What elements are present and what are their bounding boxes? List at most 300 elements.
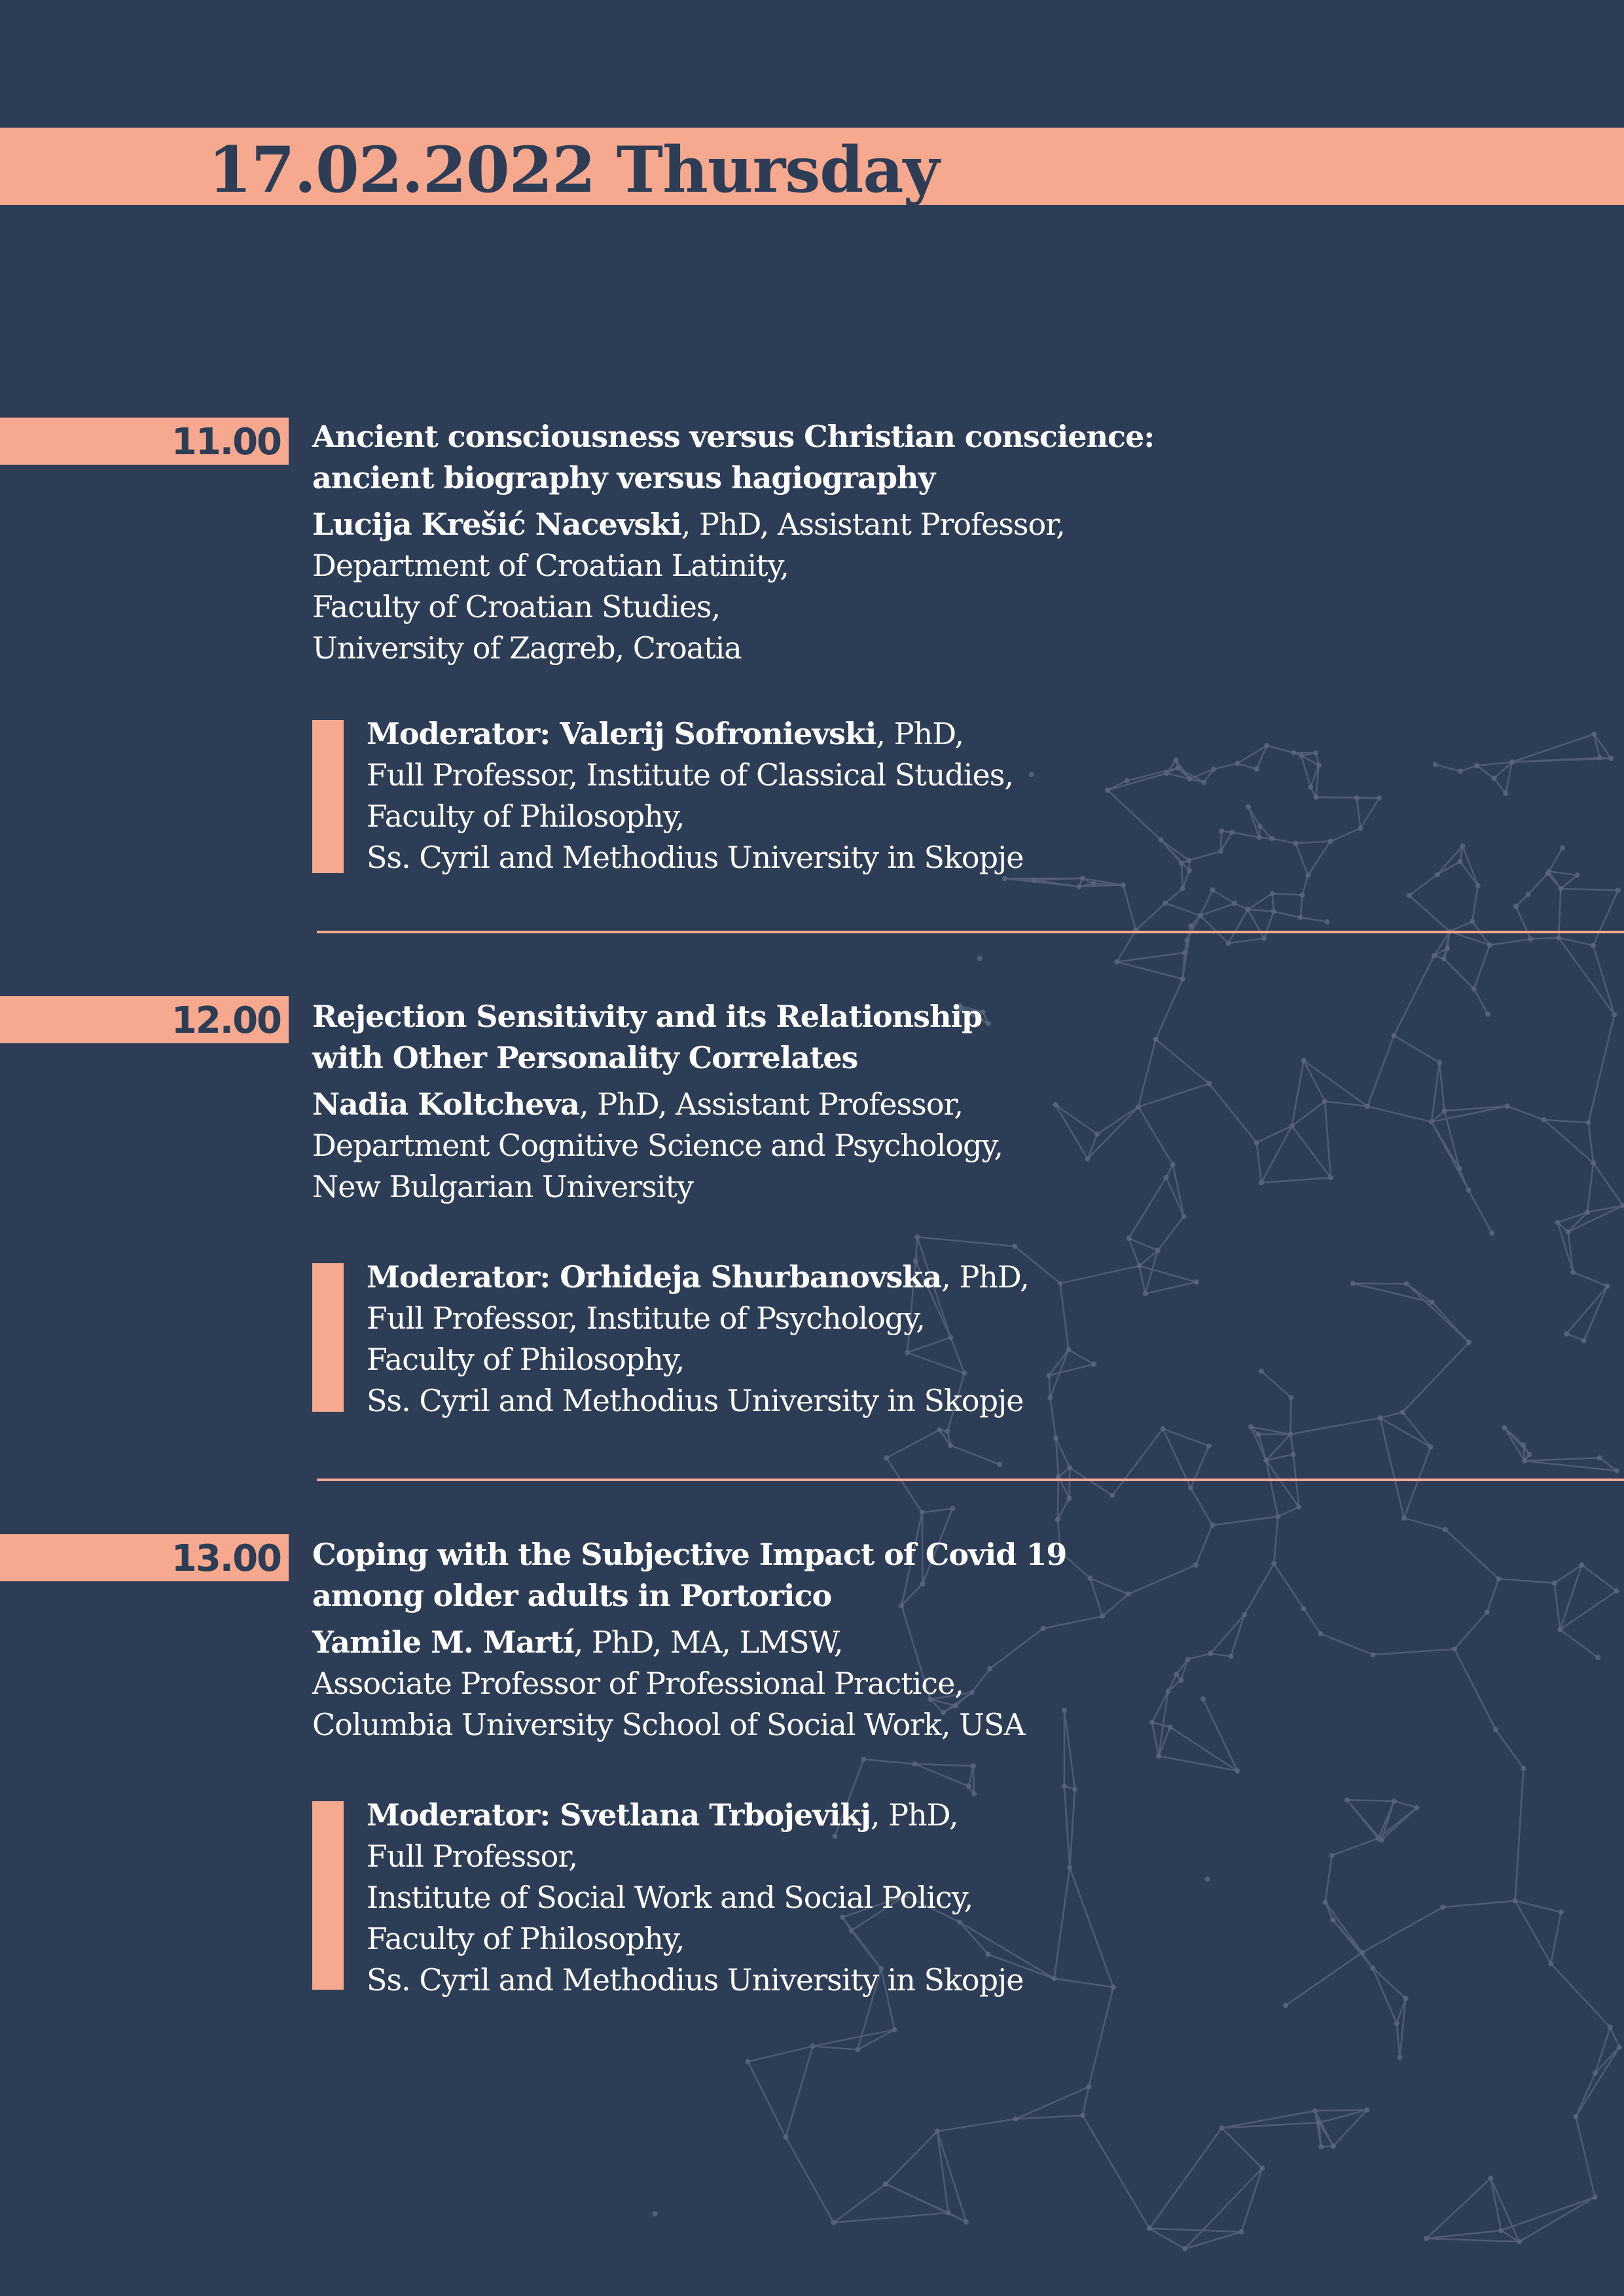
network-node — [1354, 795, 1360, 800]
network-node — [937, 1427, 942, 1433]
network-node — [1077, 884, 1082, 889]
network-edge — [886, 2184, 948, 2213]
network-edge — [1068, 1350, 1094, 1364]
network-node — [1032, 878, 1037, 883]
network-edge — [1516, 906, 1530, 939]
network-node — [1293, 840, 1298, 846]
network-edge — [1443, 1901, 1515, 1907]
network-node — [1558, 886, 1563, 891]
session-entry — [312, 996, 1229, 1208]
network-node — [977, 956, 983, 961]
network-edge — [786, 2138, 834, 2223]
network-edge — [1083, 2087, 1089, 2115]
network-edge — [1301, 895, 1303, 918]
network-edge — [1060, 1283, 1069, 1350]
network-edge — [1089, 1987, 1113, 2087]
network-node — [1174, 757, 1179, 762]
network-edge — [1610, 2027, 1619, 2047]
speaker-affiliation-line: Associate Professor of Professional Practice, — [312, 1666, 964, 1701]
network-edge — [1278, 1507, 1299, 1516]
network-node — [1067, 1465, 1072, 1471]
network-edge — [1242, 2168, 1263, 2232]
network-node — [1270, 891, 1275, 896]
network-edge — [1212, 890, 1234, 903]
network-edge — [748, 2062, 785, 2137]
network-edge — [1507, 1106, 1543, 1120]
moderator-label: Moderator: — [367, 1797, 560, 1833]
network-node — [1460, 843, 1465, 848]
network-node — [1526, 892, 1531, 897]
network-node — [1493, 1727, 1498, 1732]
network-node — [1344, 1797, 1350, 1803]
network-node — [1377, 1415, 1382, 1420]
network-node — [1331, 2144, 1336, 2149]
network-node — [1298, 915, 1303, 920]
network-node — [653, 2211, 658, 2216]
network-node — [1350, 1281, 1356, 1286]
network-edge — [1437, 861, 1460, 874]
network-edge — [1404, 1447, 1431, 1518]
network-node — [1466, 1340, 1471, 1345]
network-node — [1047, 1395, 1053, 1401]
network-node — [1194, 1280, 1199, 1285]
moderator-affiliation-line: Ss. Cyril and Methodius University in Skopje — [367, 1962, 1024, 1998]
speaker-info — [312, 1622, 1229, 1746]
network-node — [1377, 795, 1382, 800]
network-edge — [914, 1764, 969, 1786]
network-edge — [1165, 903, 1200, 916]
network-edge — [1472, 886, 1477, 922]
network-edge — [1112, 1429, 1163, 1496]
network-node — [1188, 924, 1193, 929]
network-node — [1179, 861, 1184, 866]
network-edge — [1232, 833, 1259, 838]
network-node — [1485, 1609, 1490, 1615]
network-edge — [1589, 1014, 1615, 1122]
network-edge — [1426, 2238, 1519, 2242]
page-title: 17.02.2022 Thursday — [208, 133, 939, 207]
network-edge — [1496, 1730, 1524, 1768]
network-edge — [1248, 893, 1272, 909]
moderator-name: Valerij Sofronievski — [560, 716, 876, 751]
network-node — [1608, 756, 1614, 761]
network-node — [1328, 838, 1333, 844]
network-node — [1474, 763, 1479, 768]
network-edge — [1016, 2115, 1083, 2119]
network-edge — [1551, 1912, 1561, 1964]
network-edge — [1460, 861, 1478, 886]
moderator-credentials: , PhD, — [941, 1259, 1029, 1295]
network-node — [1046, 1373, 1051, 1378]
network-node — [1180, 886, 1185, 891]
network-node — [948, 1443, 953, 1448]
network-edge — [1274, 1516, 1278, 1564]
network-node — [1180, 977, 1185, 982]
network-edge — [1367, 1106, 1432, 1122]
network-edge — [834, 2213, 948, 2223]
network-node — [1364, 2108, 1369, 2113]
network-edge — [1146, 1282, 1197, 1294]
network-node — [1229, 1654, 1234, 1659]
network-edge — [1512, 734, 1594, 762]
talk-title-line: among older adults in Portorico — [312, 1578, 832, 1613]
network-node — [1114, 960, 1119, 965]
network-node — [1555, 1220, 1561, 1225]
network-node — [1441, 956, 1447, 961]
network-node — [883, 2181, 888, 2187]
network-edge — [1397, 2023, 1400, 2057]
network-node — [1086, 2085, 1091, 2090]
network-edge — [863, 1759, 914, 1764]
network-node — [1452, 1647, 1457, 1652]
network-node — [1159, 837, 1164, 842]
network-edge — [1469, 1190, 1492, 1233]
speaker-affiliation-line: University of Zagreb, Croatia — [312, 630, 742, 666]
network-edge — [1462, 846, 1477, 886]
network-node — [1264, 743, 1269, 748]
network-node — [1470, 919, 1475, 924]
moderator-label: Moderator: — [367, 716, 560, 751]
network-node — [855, 2047, 860, 2053]
network-node — [1012, 1244, 1017, 1249]
network-node — [1163, 901, 1168, 906]
network-edge — [1264, 912, 1274, 939]
network-node — [1316, 2120, 1322, 2125]
moderator-info — [367, 1795, 1024, 2001]
network-edge — [1123, 885, 1136, 930]
network-node — [1488, 2176, 1493, 2181]
network-node — [1593, 2070, 1598, 2075]
network-node — [1485, 1012, 1490, 1017]
network-edge — [1304, 1060, 1325, 1101]
network-node — [1072, 1787, 1077, 1792]
network-edge — [1394, 1035, 1439, 1062]
network-edge — [813, 2030, 895, 2046]
network-edge — [1333, 2110, 1367, 2146]
network-edge — [1054, 1979, 1113, 1987]
network-edge — [1555, 1583, 1561, 1630]
network-edge — [1058, 1498, 1070, 1519]
network-edge — [1261, 1177, 1331, 1183]
network-edge — [1347, 1800, 1382, 1840]
network-node — [1186, 858, 1191, 863]
section-divider — [317, 1479, 1624, 1481]
moderator-affiliation-line: Faculty of Philosophy, — [367, 798, 685, 834]
network-edge — [1237, 763, 1256, 768]
network-edge — [1108, 790, 1161, 840]
network-edge — [1274, 1564, 1303, 1608]
network-edge — [1221, 833, 1232, 852]
network-node — [1322, 1099, 1327, 1104]
network-node — [1358, 825, 1363, 831]
network-node — [1579, 1562, 1585, 1568]
talk-title-line: Coping with the Subjective Impact of Covid 19 — [312, 1537, 1067, 1572]
network-node — [1504, 1103, 1509, 1109]
network-edge — [1191, 1446, 1209, 1488]
network-node — [1301, 1606, 1306, 1611]
network-edge — [1248, 910, 1264, 939]
network-edge — [1231, 1615, 1245, 1657]
network-edge — [1561, 889, 1617, 890]
network-node — [1325, 920, 1330, 925]
network-edge — [1060, 1266, 1140, 1283]
network-edge — [922, 1509, 952, 1513]
network-edge — [937, 2131, 948, 2213]
network-node — [745, 2059, 750, 2064]
network-edge — [1444, 959, 1474, 989]
network-node — [1143, 1291, 1148, 1296]
network-edge — [1549, 848, 1562, 871]
network-node — [1155, 1248, 1161, 1253]
network-node — [1111, 1984, 1116, 1990]
network-edge — [1426, 2178, 1490, 2238]
speaker-name: Nadia Koltcheva — [312, 1086, 579, 1122]
network-edge — [1303, 1609, 1320, 1634]
network-edge — [1332, 1839, 1379, 1856]
network-node — [1398, 2055, 1403, 2060]
network-node — [1513, 1898, 1518, 1903]
network-node — [1521, 1442, 1526, 1447]
network-node — [946, 2210, 951, 2215]
network-node — [1288, 1395, 1293, 1400]
network-edge — [1582, 1565, 1617, 1591]
network-node — [1219, 2125, 1224, 2130]
network-edge — [1587, 1163, 1593, 1212]
network-edge — [1367, 1035, 1394, 1106]
network-node — [1403, 1996, 1409, 2001]
network-node — [1591, 732, 1597, 737]
network-edge — [1490, 2178, 1501, 2231]
talk-title-line: with Other Personality Correlates — [312, 1040, 858, 1075]
network-node — [1308, 785, 1313, 790]
network-edge — [1515, 1901, 1551, 1964]
network-node — [1182, 1214, 1187, 1219]
network-edge — [1573, 1272, 1607, 1286]
network-edge — [1308, 841, 1330, 875]
network-node — [1458, 768, 1463, 774]
network-node — [1400, 1410, 1405, 1415]
network-edge — [1515, 1901, 1561, 1912]
talk-title — [312, 1534, 1229, 1617]
talk-title-line: Ancient consciousness versus Christian conscience: — [312, 419, 1155, 454]
speaker-info — [312, 504, 1229, 669]
network-node — [1296, 1504, 1301, 1509]
network-edge — [1559, 938, 1614, 1015]
network-node — [1187, 776, 1193, 781]
time-badge — [0, 418, 289, 465]
network-node — [1235, 1768, 1240, 1774]
network-node — [1299, 753, 1304, 759]
network-edge — [1362, 1907, 1443, 1952]
network-node — [1394, 2020, 1399, 2026]
network-edge — [1333, 1920, 1373, 1968]
network-node — [1245, 907, 1250, 912]
network-node — [935, 2128, 940, 2134]
network-node — [1318, 2144, 1324, 2149]
network-node — [971, 1763, 976, 1768]
speaker-affiliation-line: New Bulgarian University — [312, 1169, 693, 1204]
network-edge — [786, 2046, 813, 2137]
network-node — [1407, 893, 1412, 898]
network-edge — [1274, 912, 1301, 918]
network-node — [1527, 1452, 1532, 1457]
network-node — [1552, 1581, 1557, 1586]
network-node — [1595, 1655, 1600, 1660]
network-node — [1067, 1865, 1072, 1870]
network-node — [1206, 1443, 1212, 1448]
network-edge — [1244, 1564, 1274, 1615]
network-node — [1226, 941, 1231, 946]
network-edge — [1108, 774, 1166, 791]
network-node — [1570, 1270, 1576, 1275]
network-edge — [1183, 870, 1189, 888]
network-node — [1617, 2045, 1622, 2050]
network-node — [1371, 1652, 1376, 1657]
network-node — [1246, 804, 1251, 810]
network-edge — [1290, 1418, 1380, 1434]
network-edge — [1070, 1789, 1075, 1868]
network-node — [1614, 1468, 1619, 1473]
network-edge — [1403, 1412, 1431, 1447]
network-edge — [1016, 2087, 1089, 2119]
network-edge — [1549, 871, 1577, 875]
network-node — [1593, 2195, 1598, 2200]
network-node — [1137, 1263, 1142, 1268]
network-node — [1299, 893, 1305, 898]
network-edge — [1477, 766, 1494, 778]
network-node — [1487, 942, 1492, 948]
network-edge — [1272, 893, 1303, 895]
network-node — [1182, 950, 1187, 955]
network-edge — [1069, 1468, 1070, 1499]
network-node — [1198, 913, 1203, 918]
network-edge — [1054, 1867, 1070, 1979]
network-node — [1259, 2166, 1265, 2171]
network-node — [1218, 849, 1223, 854]
network-node — [1502, 1425, 1507, 1430]
network-edge — [1528, 874, 1547, 895]
network-edge — [1229, 910, 1248, 944]
network-edge — [1146, 1251, 1158, 1294]
network-node — [1404, 1281, 1409, 1286]
network-node — [1437, 1060, 1442, 1065]
network-node — [1429, 1119, 1434, 1124]
network-edge — [1070, 1468, 1112, 1496]
network-edge — [1189, 852, 1221, 861]
network-node — [1585, 1210, 1590, 1215]
network-node — [1548, 1961, 1553, 1966]
network-edge — [1302, 875, 1308, 895]
network-node — [1433, 762, 1438, 767]
network-node — [1205, 1876, 1210, 1882]
network-edge — [1272, 838, 1296, 843]
network-node — [1541, 1117, 1546, 1122]
network-edge — [1499, 1579, 1555, 1583]
network-edge — [1445, 1530, 1499, 1579]
network-edge — [1261, 1126, 1292, 1183]
speaker-affiliation-line: Faculty of Croatian Studies, — [312, 589, 721, 624]
time-badge — [0, 1534, 289, 1581]
network-node — [1219, 829, 1224, 834]
network-node — [1210, 888, 1215, 893]
network-node — [810, 2043, 816, 2049]
network-edge — [1161, 840, 1189, 860]
network-node — [1424, 2236, 1429, 2241]
network-node — [1316, 762, 1322, 768]
network-edge — [1292, 1102, 1325, 1126]
network-edge — [1295, 843, 1308, 875]
network-node — [1275, 1514, 1280, 1519]
session-entry — [312, 416, 1229, 669]
network-edge — [1432, 1062, 1439, 1122]
network-node — [1201, 780, 1206, 785]
network-node — [861, 1757, 866, 1762]
network-node — [1457, 1166, 1462, 1171]
network-node — [1517, 2239, 1522, 2244]
network-node — [1522, 1458, 1527, 1463]
moderator-accent-bar — [312, 1801, 344, 1990]
network-edge — [1049, 1376, 1050, 1398]
network-node — [1312, 2108, 1318, 2113]
network-node — [1492, 776, 1497, 781]
network-node — [1329, 1853, 1335, 1858]
speaker-name: Yamile M. Martí — [312, 1624, 574, 1660]
network-node — [1575, 872, 1580, 878]
network-node — [1051, 1976, 1056, 1981]
network-edge — [1403, 1342, 1470, 1412]
network-node — [945, 1429, 950, 1434]
network-node — [1612, 1012, 1617, 1017]
moderator-accent-bar — [312, 1263, 344, 1412]
network-node — [1091, 1361, 1096, 1367]
network-edge — [1504, 1427, 1529, 1454]
network-node — [1242, 1612, 1247, 1617]
speaker-affiliation-line: Department of Croatian Latinity, — [312, 548, 789, 583]
network-node — [1080, 2113, 1085, 2118]
network-node — [1125, 778, 1130, 783]
network-node — [1503, 791, 1508, 796]
network-edge — [1373, 1968, 1406, 1999]
network-node — [1615, 888, 1621, 893]
moderator-accent-bar — [312, 720, 344, 873]
network-edge — [1560, 1591, 1616, 1630]
network-node — [1257, 834, 1262, 840]
speaker-affiliation-line: Department Cognitive Science and Psychology, — [312, 1128, 1003, 1163]
network-edge — [1394, 956, 1434, 1035]
network-node — [1301, 1058, 1307, 1063]
network-node — [1291, 1452, 1296, 1457]
network-node — [1605, 1283, 1610, 1289]
network-node — [1110, 1493, 1115, 1498]
network-edge — [1380, 1418, 1430, 1446]
network-edge — [1212, 1516, 1278, 1525]
time-badge — [0, 996, 289, 1043]
speaker-name: Lucija Krešić Nacevski — [312, 507, 681, 542]
moderator-affiliation-line: Full Professor, — [367, 1839, 577, 1874]
network-node — [1182, 2246, 1187, 2251]
network-node — [1271, 1561, 1276, 1566]
network-node — [1415, 1805, 1420, 1810]
network-edge — [1191, 1488, 1212, 1525]
network-edge — [1515, 1768, 1524, 1901]
network-edge — [1566, 1334, 1584, 1341]
network-edge — [1149, 2229, 1242, 2232]
network-edge — [1525, 1461, 1617, 1471]
network-node — [1254, 1140, 1259, 1145]
network-edge — [1409, 874, 1437, 895]
moderator-info — [367, 713, 1024, 878]
network-edge — [950, 1445, 1000, 1464]
